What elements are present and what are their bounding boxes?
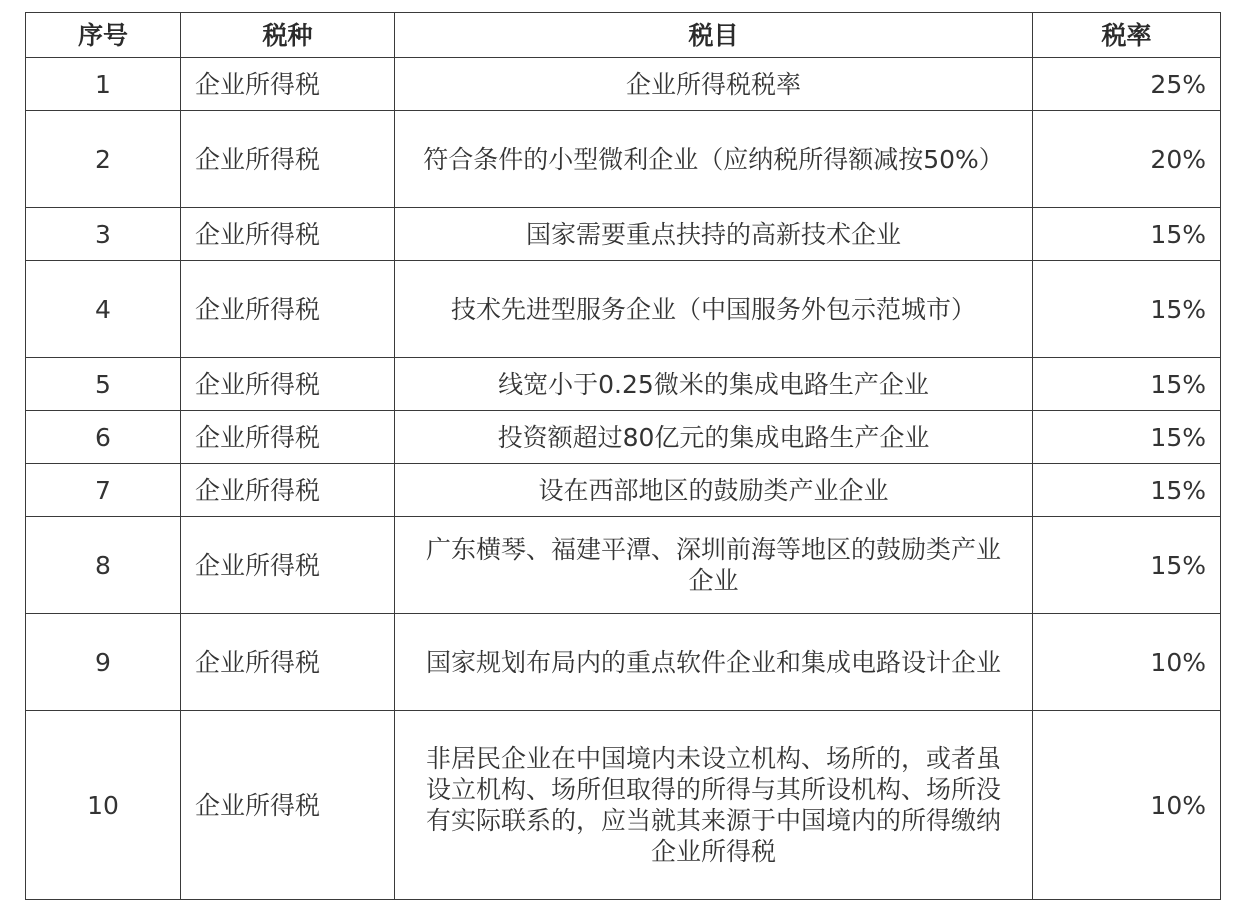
row-tax-item: 国家规划布局内的重点软件企业和集成电路设计企业 [395, 614, 1033, 711]
table-row [26, 411, 1221, 464]
table-row [26, 614, 1221, 711]
row-rate: 20% [1033, 111, 1221, 208]
row-tax-type: 企业所得税 [181, 517, 395, 614]
row-tax-item: 符合条件的小型微利企业（应纳税所得额减按50%） [395, 111, 1033, 208]
row-rate: 15% [1033, 464, 1221, 517]
header-tax-item: 税目 [395, 13, 1033, 58]
row-tax-item: 技术先进型服务企业（中国服务外包示范城市） [395, 261, 1033, 358]
row-tax-type: 企业所得税 [181, 111, 395, 208]
row-no: 8 [26, 517, 181, 614]
row-rate: 15% [1033, 208, 1221, 261]
table-row [26, 261, 1221, 358]
row-no: 10 [26, 711, 181, 900]
header-tax-type: 税种 [181, 13, 395, 58]
row-tax-type: 企业所得税 [181, 711, 395, 900]
table-row [26, 711, 1221, 900]
header-no: 序号 [26, 13, 181, 58]
table-row [26, 208, 1221, 261]
row-no: 2 [26, 111, 181, 208]
table-row [26, 111, 1221, 208]
row-tax-type: 企业所得税 [181, 464, 395, 517]
row-rate: 15% [1033, 517, 1221, 614]
tax-rate-table [25, 12, 1221, 900]
row-rate: 25% [1033, 58, 1221, 111]
row-tax-type: 企业所得税 [181, 208, 395, 261]
row-tax-type: 企业所得税 [181, 261, 395, 358]
row-tax-item: 企业所得税税率 [395, 58, 1033, 111]
row-tax-item: 广东横琴、福建平潭、深圳前海等地区的鼓励类产业企业 [395, 517, 1033, 614]
row-tax-item: 非居民企业在中国境内未设立机构、场所的，或者虽设立机构、场所但取得的所得与其所设机构、场所没有实际联系的，应当就其来源于中国境内的所得缴纳企业所得税 [395, 711, 1033, 900]
row-no: 5 [26, 358, 181, 411]
table-row [26, 58, 1221, 111]
row-no: 9 [26, 614, 181, 711]
row-tax-type: 企业所得税 [181, 58, 395, 111]
table-row [26, 358, 1221, 411]
row-tax-item: 国家需要重点扶持的高新技术企业 [395, 208, 1033, 261]
table-row [26, 464, 1221, 517]
header-rate: 税率 [1033, 13, 1221, 58]
row-no: 7 [26, 464, 181, 517]
table-row [26, 517, 1221, 614]
row-no: 4 [26, 261, 181, 358]
row-tax-item: 设在西部地区的鼓励类产业企业 [395, 464, 1033, 517]
row-rate: 10% [1033, 711, 1221, 900]
table-header-row [26, 13, 1221, 58]
row-no: 3 [26, 208, 181, 261]
row-tax-type: 企业所得税 [181, 614, 395, 711]
row-rate: 15% [1033, 411, 1221, 464]
row-rate: 15% [1033, 261, 1221, 358]
row-no: 1 [26, 58, 181, 111]
row-rate: 15% [1033, 358, 1221, 411]
row-tax-item: 线宽小于0.25微米的集成电路生产企业 [395, 358, 1033, 411]
row-rate: 10% [1033, 614, 1221, 711]
row-tax-type: 企业所得税 [181, 411, 395, 464]
row-tax-item: 投资额超过80亿元的集成电路生产企业 [395, 411, 1033, 464]
row-no: 6 [26, 411, 181, 464]
row-tax-type: 企业所得税 [181, 358, 395, 411]
